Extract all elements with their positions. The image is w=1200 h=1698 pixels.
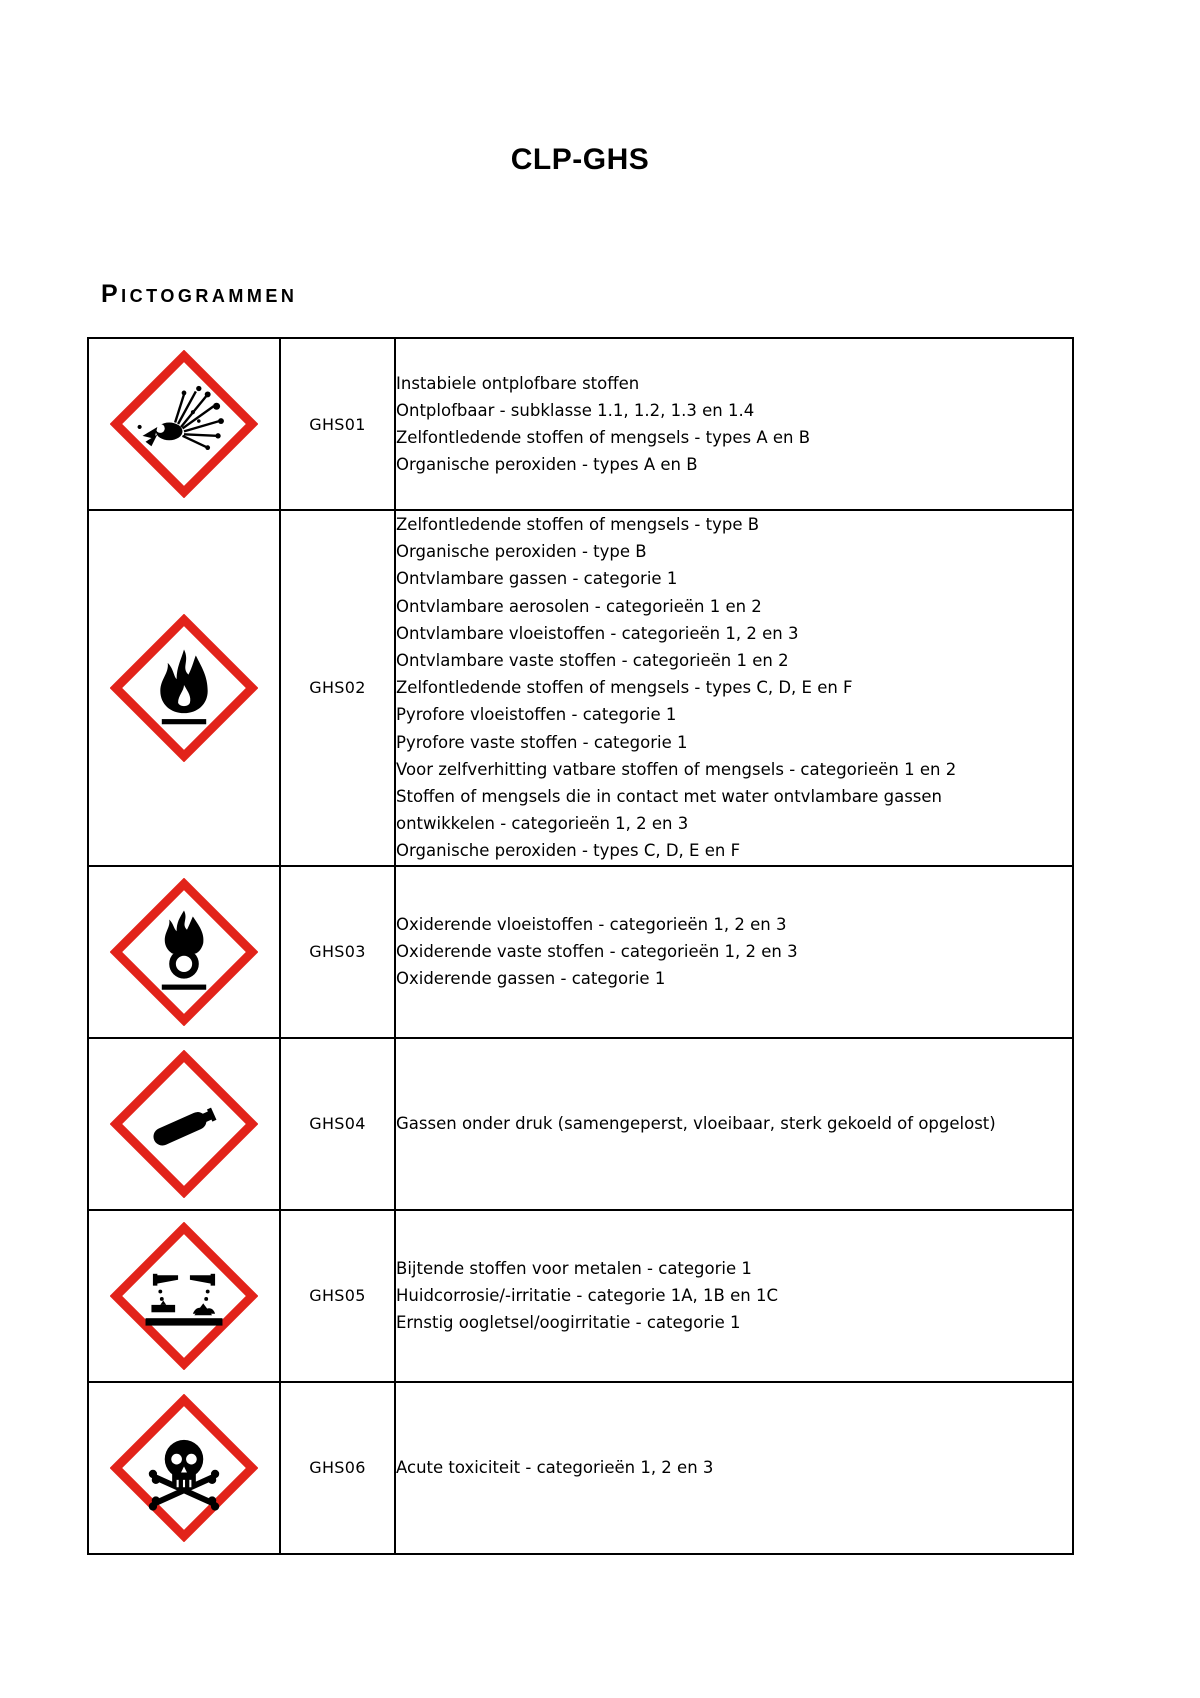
hazard-descriptions [395,866,1073,1038]
hazard-code: GHS04 [280,1038,395,1210]
description-line: Zelfontledende stoffen of mengsels - types A en B [396,428,811,447]
table-row [88,1210,1073,1382]
table-row [88,1038,1073,1210]
hazard-descriptions [395,510,1073,866]
hazard-descriptions [395,1382,1073,1554]
pictogram-cell [88,1382,280,1554]
description-line: Ontvlambare aerosolen - categorieën 1 en 2 [396,596,762,616]
description-line: Zelfontledende stoffen of mengsels - types C, D, E en F [396,678,853,698]
description-line: Ernstig oogletsel/oogirritatie - categorie 1 [396,1313,741,1333]
description-line: Zelfontledende stoffen of mengsels - type B [396,515,760,534]
page-title: CLP-GHS [510,143,650,176]
pictogram-cell [88,338,280,510]
table-row [88,866,1073,1038]
hazard-code: GHS03 [280,866,395,1038]
description-line: Organische peroxiden - types C, D, E en F [396,841,741,861]
description-line: Oxiderende vaste stoffen - categorieën 1, 2 en 3 [396,942,798,962]
description-line: Pyrofore vloeistoffen - categorie 1 [396,705,677,725]
description-line: Organische peroxiden - type B [396,542,647,562]
corrosion-icon [110,1222,258,1370]
hazard-code: GHS02 [280,510,395,866]
table-row [88,338,1073,510]
hazard-code: GHS05 [280,1210,395,1382]
description-line: Oxiderende vloeistoffen - categorieën 1, 2 en 3 [396,914,787,934]
hazard-descriptions [395,338,1073,510]
section-heading: Pictogrammen [101,280,298,308]
pictogram-cell [88,866,280,1038]
description-line: Ontvlambare vaste stoffen - categorieën 1 en 2 [396,651,789,671]
description-line: Voor zelfverhitting vatbare stoffen of mengsels - categorieën 1 en 2 [396,759,957,779]
hazard-descriptions [395,1210,1073,1382]
skull-and-crossbones-icon [110,1394,258,1542]
hazard-code: GHS06 [280,1382,395,1554]
table-row [88,510,1073,866]
hazard-descriptions [395,1038,1073,1210]
gas-cylinder-icon [110,1050,258,1198]
description-line: Ontplofbaar - subklasse 1.1, 1.2, 1.3 en 1.4 [396,400,755,420]
pictogram-table [87,337,1074,1555]
description-line: Instabiele ontplofbare stoffen [396,373,640,393]
table-row [88,1382,1073,1554]
description-line: Huidcorrosie/-irritatie - categorie 1A, 1B en 1C [396,1286,778,1306]
flame-icon [110,614,258,762]
exploding-bomb-icon [110,350,258,498]
description-line: Oxiderende gassen - categorie 1 [396,969,666,989]
description-line: Gassen onder druk (samengeperst, vloeibaar, sterk gekoeld of opgelost) [396,1114,996,1134]
description-line: Acute toxiciteit - categorieën 1, 2 en 3 [396,1458,714,1478]
pictogram-cell [88,510,280,866]
description-line: Stoffen of mengsels die in contact met water ontvlambare gassen ontwikkelen - categorieën 1, 2 en 3 [396,787,943,834]
pictogram-cell [88,1210,280,1382]
hazard-code: GHS01 [280,338,395,510]
description-line: Ontvlambare gassen - categorie 1 [396,569,678,589]
description-line: Bijtende stoffen voor metalen - categorie 1 [396,1258,752,1278]
pictogram-cell [88,1038,280,1210]
flame-over-circle-icon [110,878,258,1026]
description-line: Organische peroxiden - types A en B [396,455,698,475]
description-line: Pyrofore vaste stoffen - categorie 1 [396,732,688,752]
description-line: Ontvlambare vloeistoffen - categorieën 1, 2 en 3 [396,623,799,643]
